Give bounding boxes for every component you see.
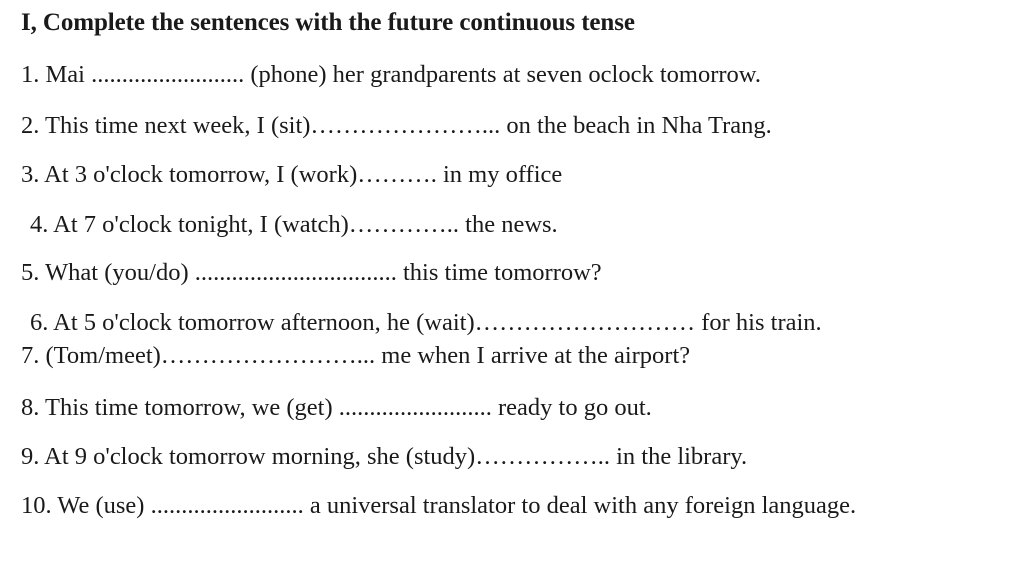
exercise-item-4: 4. At 7 o'clock tonight, I (watch)………….. the news.	[30, 211, 558, 238]
exercise-item-10: 10. We (use) ......................... a universal translator to deal with any foreign language.	[21, 492, 857, 519]
exercise-item-9: 9. At 9 o'clock tomorrow morning, she (study)…………….. in the library.	[21, 443, 748, 470]
exercise-item-3: 3. At 3 o'clock tomorrow, I (work)………. in my office	[21, 161, 563, 188]
exercise-item-8: 8. This time tomorrow, we (get) ......................... ready to go out.	[21, 394, 652, 421]
exercise-item-7: 7. (Tom/meet)……………………... me when I arrive at the airport?	[21, 342, 691, 369]
exercise-item-6: 6. At 5 o'clock tomorrow afternoon, he (wait)……………………… for his train.	[30, 309, 822, 336]
exercise-item-5: 5. What (you/do) ................................. this time tomorrow?	[21, 259, 602, 286]
exercise-item-2: 2. This time next week, I (sit)…………………... on the beach in Nha Trang.	[21, 112, 772, 139]
exercise-title: I, Complete the sentences with the future continuous tense	[21, 9, 635, 36]
exercise-item-1: 1. Mai ......................... (phone) her grandparents at seven oclock tomorrow.	[21, 61, 762, 88]
